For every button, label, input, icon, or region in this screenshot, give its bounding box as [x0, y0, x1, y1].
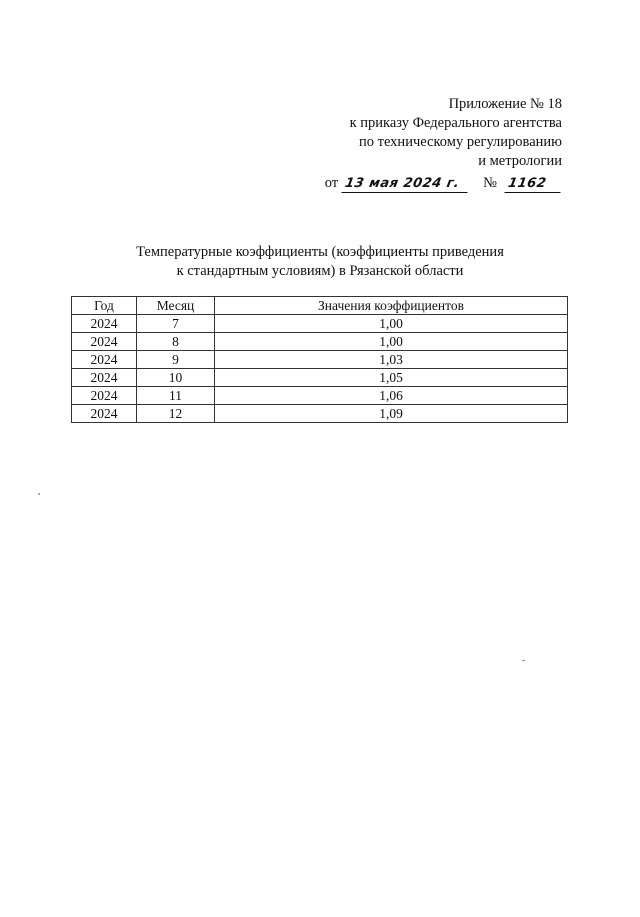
column-header-month: Месяц — [137, 297, 215, 315]
cell-coefficient: 1,00 — [215, 315, 568, 333]
scan-speck — [38, 493, 40, 495]
table-row — [72, 405, 568, 423]
order-date-number — [325, 174, 562, 193]
table-row — [72, 351, 568, 369]
cell-coefficient: 1,03 — [215, 351, 568, 369]
cell-year: 2024 — [72, 351, 137, 369]
cell-month: 10 — [137, 369, 215, 387]
title-line-1: Температурные коэффициенты (коэффициенты приведения — [136, 244, 504, 260]
document-title — [0, 243, 640, 281]
table-header-row — [72, 297, 568, 315]
cell-coefficient: 1,00 — [215, 333, 568, 351]
title-line-2: к стандартным условиям) в Рязанской области — [176, 263, 464, 279]
appendix-line-order: к приказу Федерального агентства — [349, 115, 562, 131]
table-row — [72, 387, 568, 405]
table-row — [72, 315, 568, 333]
appendix-line-metrology: и метрологии — [478, 153, 562, 169]
cell-coefficient: 1,05 — [215, 369, 568, 387]
appendix-header — [325, 95, 562, 193]
cell-month: 7 — [137, 315, 215, 333]
cell-month: 11 — [137, 387, 215, 405]
handwritten-number: 1162 — [504, 175, 563, 193]
table-row — [72, 333, 568, 351]
cell-year: 2024 — [72, 405, 137, 423]
cell-year: 2024 — [72, 315, 137, 333]
scan-speck — [522, 660, 525, 661]
column-header-year: Год — [72, 297, 137, 315]
coefficients-table — [71, 296, 568, 423]
cell-year: 2024 — [72, 387, 137, 405]
handwritten-date: 13 мая 2024 г. — [342, 175, 471, 193]
cell-month: 8 — [137, 333, 215, 351]
cell-year: 2024 — [72, 333, 137, 351]
appendix-line-agency: по техническому регулированию — [358, 134, 562, 150]
table-row — [72, 369, 568, 387]
cell-coefficient: 1,06 — [215, 387, 568, 405]
cell-year: 2024 — [72, 369, 137, 387]
cell-month: 9 — [137, 351, 215, 369]
cell-coefficient: 1,09 — [215, 405, 568, 423]
cell-month: 12 — [137, 405, 215, 423]
number-label: № — [483, 175, 497, 191]
column-header-coefficient: Значения коэффициентов — [215, 297, 568, 315]
appendix-title: Приложение № 18 — [448, 96, 562, 112]
from-label: от — [324, 175, 339, 191]
